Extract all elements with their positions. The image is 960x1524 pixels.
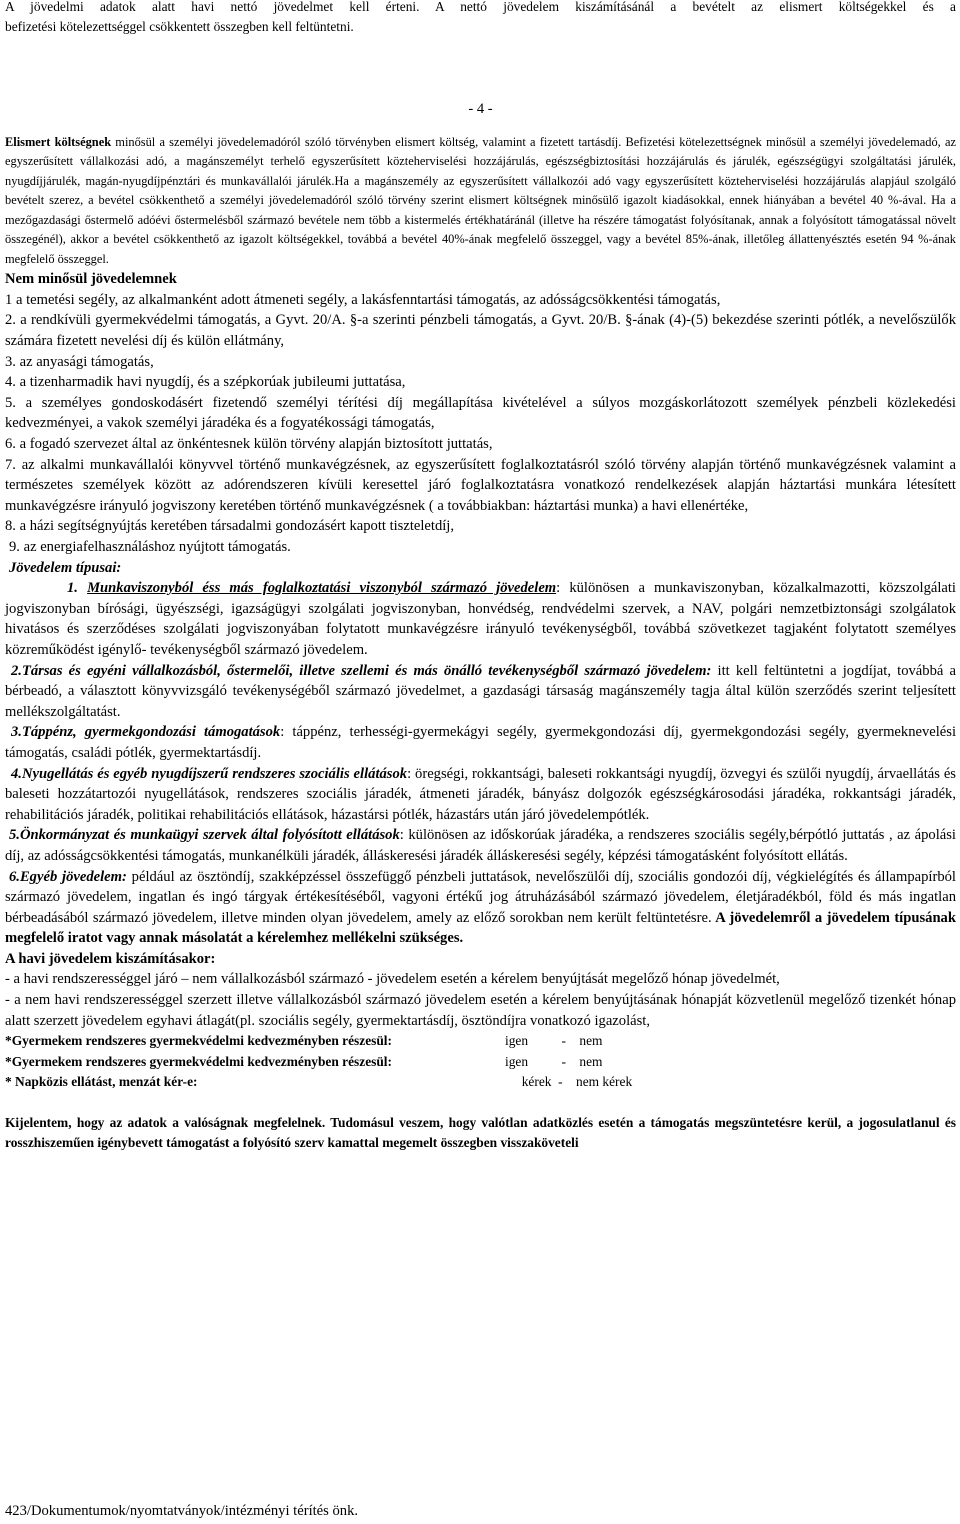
costs-text-1: minősül a személyi jövedelemadóról szóló törvényben elismert költség, valamint a fizetett tartásdíj. Befizetési kötelezettségnek minősül a személyi jövedelemadó, az egyszerűsített vállalkozási adó, a magánszemélyt terhelő egyszerűsített közteherviselési hozzájárulás, egészségbiztosítási hozzájárulás és járulék, egészségügyi szolgáltatási járulék, nyugdíjjárulék, magán-nyugdíjpénztári és munkavállalói járulék <box>5 134 956 188</box>
income-type-5-number: 5. <box>9 827 20 844</box>
income-type-1-number: 1. <box>67 580 78 597</box>
not-income-item-6: 6. a fogadó szervezet által az önkéntesnek külön törvény alapján biztosított juttatás, <box>5 436 493 453</box>
income-type-5-title: Önkormányzat és munkaügyi szervek által folyósított ellátások <box>19 827 400 844</box>
income-type-6-bold-tail: A jövedelemről a jövedelem típusának megfelelő iratot vagy annak másolatát a kérelemhez mellékelni szükséges. <box>5 909 956 947</box>
option-2-label: *Gyermekem rendszeres gyermekvédelmi kedvezményben részesül: <box>5 1053 392 1069</box>
document-page <box>5 0 957 1519</box>
income-type-2 <box>5 661 956 723</box>
income-type-3-number: 3. <box>11 724 22 741</box>
not-income-item-8: 8. a házi segítségnyújtás keretében társadalmi gondozásért kapott tiszteletdíj, <box>5 518 455 535</box>
income-type-2-text: itt kell feltüntetni a jogdíjat, továbbá a bérbeadó, a választott könyvvizsgáló tevékenységéből származó jövedelmet, a gazdasági társaság magánszemély tagja által külön szerződés szerint teljesített mellékszolgáltatást. <box>5 662 957 720</box>
not-income-item-5: 5. a személyes gondoskodásért fizetendő személyi térítési díj megállapítása kivételével a súlyos mozgáskorlátozott személyek pénzbeli közlekedési kedvezményei, a vakok személyi járadéka és a fogyatékossági támogatás, <box>5 394 956 432</box>
monthly-calc-heading: A havi jövedelem kiszámításakor: <box>5 950 216 967</box>
income-type-2-title: Társas és egyéni vállalkozásból, őstermelői, illetve szellemi és más önálló tevékenységből származó jövedelem: <box>21 662 712 679</box>
costs-text-3: Ha a mezőgazdasági őstermelő adóévi őstermelésből származó bevétele nem több a kistermelés értékhatáránál (illetve ha részére támogatást folyósítanak, annak a folyósított támogatással növelt összegénél), akkor a bevétel csökkenthető az igazolt költségekkel, továbbá a bevétel 40%-ának megfelelő összeggel, vagy a bevétel 85%-ának, illetőleg állattenyésztés esetén 94 %-ának megfelelő összeggel. <box>5 193 956 266</box>
income-type-3-title: Táppénz, gyermekgondozási támogatások <box>21 724 281 741</box>
declaration: Kijelentem, hogy az adatok a valóságnak megfelelnek. Tudomásul veszem, hogy valótlan adatközlés esetén a támogatás megszüntetésre kerül, a jogosulatlanul és rosszhiszeműen igénybevett támogatást a folyósító szerv kamattal megemelt összegben visszaköveteli <box>5 1114 956 1150</box>
income-type-6 <box>5 867 956 949</box>
page-number: - 4 - <box>468 101 493 118</box>
income-type-1 <box>5 578 956 660</box>
not-income-item-4: 4. a tizenharmadik havi nyugdíj, és a szépkorúak jubileumi juttatása, <box>5 374 406 391</box>
income-types-heading: Jövedelem típusai: <box>9 559 122 576</box>
income-type-3-text: : táppénz, terhességi-gyermekágyi segély, gyermekgondozási díj, gyermekgondozási segély, gyermeknevelési támogatás, családi pótlék, gyermektartásdíj. <box>5 724 957 761</box>
not-income-item-9: 9. az energiafelhasználáshoz nyújtott támogatás. <box>9 539 291 555</box>
income-type-2-number: 2. <box>11 662 22 679</box>
option-row-2 <box>5 1052 956 1073</box>
footer-path: 423/Dokumentumok/nyomtatványok/intézményi térítés önk. <box>5 1503 359 1519</box>
costs-text-2: .Ha a magánszemély az egyszerűsített vállalkozói adó vagy egyszerűsített közteherviselési hozzájárulás alapjául szolgáló bevételt szerez, a bevétel csökkenthető a személyi jövedelemadóról szóló törvény szerint elismert költségnek minősülő igazolt kiadásokkal, ennek hiányában a bevétel 40 %-ával. <box>5 173 957 208</box>
not-income-item-1: 1 a temetési segély, az alkalmanként adott átmeneti segély, a lakásfenntartási támogatás, az adósságcsökkentési támogatás, <box>5 291 721 308</box>
income-type-4 <box>5 764 956 826</box>
not-income-item-3: 3. az anyasági támogatás, <box>5 353 154 370</box>
option-1-label: *Gyermekem rendszeres gyermekvédelmi kedvezményben részesül: <box>5 1033 392 1049</box>
income-type-1-text: : különösen a munkaviszonyban, közalkalmazotti, közszolgálati jogviszonyban bírósági, ügyészségi, igazságügyi szolgálati jogviszonyban, honvédség, rendvédelmi szervek, a NAV, polgári nemzetbiztonsági szolgálatok hivatásos és szerződéses szolgálati jogviszonyában folytatott munkavégzésre irányuló tevékenységből, továbbá szövetkezet tagjaként folytatott személyes közreműködést igénylő- tevékenységből származó jövedelem. <box>5 580 956 658</box>
income-type-6-text: például az ösztöndíj, szakképzéssel összefüggő pénzbeli juttatások, nevelőszülői díj, szociális gondozói díj, végkielégítés és állampapírból származó jövedelem, ingatlan és ingó tárgyak értékesítéséből, vagyoni értékű jog átruházásából származó jövedelem, életjáradékból, föld és más ingatlan bérbeadásából származó jövedelem, illetve minden olyan jövedelem, amely az előző sorokban nem került feltüntetésre. <box>5 868 956 926</box>
income-type-5-text: : különösen az időskorúak járadéka, a rendszeres szociális segély,bérpótló juttatás , az ápolási díj, az adósságcsökkentési támogatás, munkanélküli járadék, álláskeresési járadék álláskeresési segély, képzési támogatásként folyósított ellátás. <box>5 827 956 864</box>
option-1-value[interactable]: igen - nem <box>505 1033 603 1049</box>
monthly-calc-item-2: - a nem havi rendszerességgel szerzett illetve vállalkozásból származó jövedelem esetén a kérelem benyújtásának hónapját közvetlenül megelőző tizenkét hónap alatt szerzett jövedelem egyhavi átlagát(pl. szociális segély, gyermektartásdíj, ösztöndíjra vonatkozó igazolást, <box>5 992 956 1029</box>
option-3-value[interactable]: kérek - nem kérek <box>505 1074 633 1090</box>
income-type-6-number: 6. <box>9 868 20 885</box>
intro-line-1: A jövedelmi adatok alatt havi nettó jövedelmet kell érteni. A nettó jövedelem kiszámításánál a bevételt az elismert költségekkel és a <box>5 0 956 14</box>
costs-paragraph <box>5 133 956 270</box>
option-row-1 <box>5 1031 956 1052</box>
monthly-calc-item-1: - a havi rendszerességgel járó – nem vállalkozásból származó - jövedelem esetén a kérelem benyújtását megelőző hónap jövedelmét, <box>5 971 780 988</box>
income-type-5 <box>5 825 956 866</box>
income-type-4-title: Nyugellátás és egyéb nyugdíjszerű rendszeres szociális ellátások <box>21 765 408 782</box>
option-row-3 <box>5 1072 956 1093</box>
not-income-heading: Nem minősül jövedelemnek <box>5 271 177 288</box>
option-3-label: * Napközis ellátást, menzát kér-e: <box>5 1074 198 1090</box>
option-2-value[interactable]: igen - nem <box>505 1053 603 1069</box>
intro-line-2: befizetési kötelezettséggel csökkentett összegben kell feltüntetni. <box>5 19 354 35</box>
income-type-4-number: 4. <box>11 765 22 782</box>
not-income-item-2: 2. a rendkívüli gyermekvédelmi támogatás, a Gyvt. 20/A. §-a szerinti pénzbeli támogatás, a Gyvt. 20/B. §-ának (4)-(5) bekezdése szerinti pótlék, a nevelőszülők számára fizetett nevelési díj és külön ellátmány, <box>5 312 956 350</box>
income-type-1-title: Munkaviszonyból éss más foglalkoztatási viszonyból származó jövedelem <box>87 580 557 597</box>
income-type-6-title: Egyéb jövedelem: <box>19 868 127 885</box>
income-type-4-text: : öregségi, rokkantsági, baleseti rokkantsági nyugdíj, özvegyi és szülői nyugdíj, árvaellátás és baleseti hozzátartozói nyugellátások, rendszeres szociális járadék, átmeneti járadék, bányász dolgozók egészségkárosodási járadéka, rokkantsági járadék, rehabilitációs járadék, politikai rehabilitációs ellátások, házastársi pótlék, házastárs után járó jövedelempótlék. <box>5 765 956 823</box>
income-type-3 <box>5 722 956 763</box>
not-income-item-7: 7. az alkalmi munkavállalói könyvvel történő munkavégzésnek, az egyszerűsített foglalkoztatásról szóló törvény alapján történő munkavégzésnek valamint a természetes személyek között az adórendszeren kívüli keresettel járó foglalkoztatásra vonatkozó rendelkezések alapján háztartási munkára létesített munkavégzésre irányuló jogviszony keretében történő munkavégzésnek ( a továbbiakban: háztartási munka) a havi ellenértéke, <box>5 456 956 514</box>
costs-title: Elismert költségnek <box>5 134 112 149</box>
